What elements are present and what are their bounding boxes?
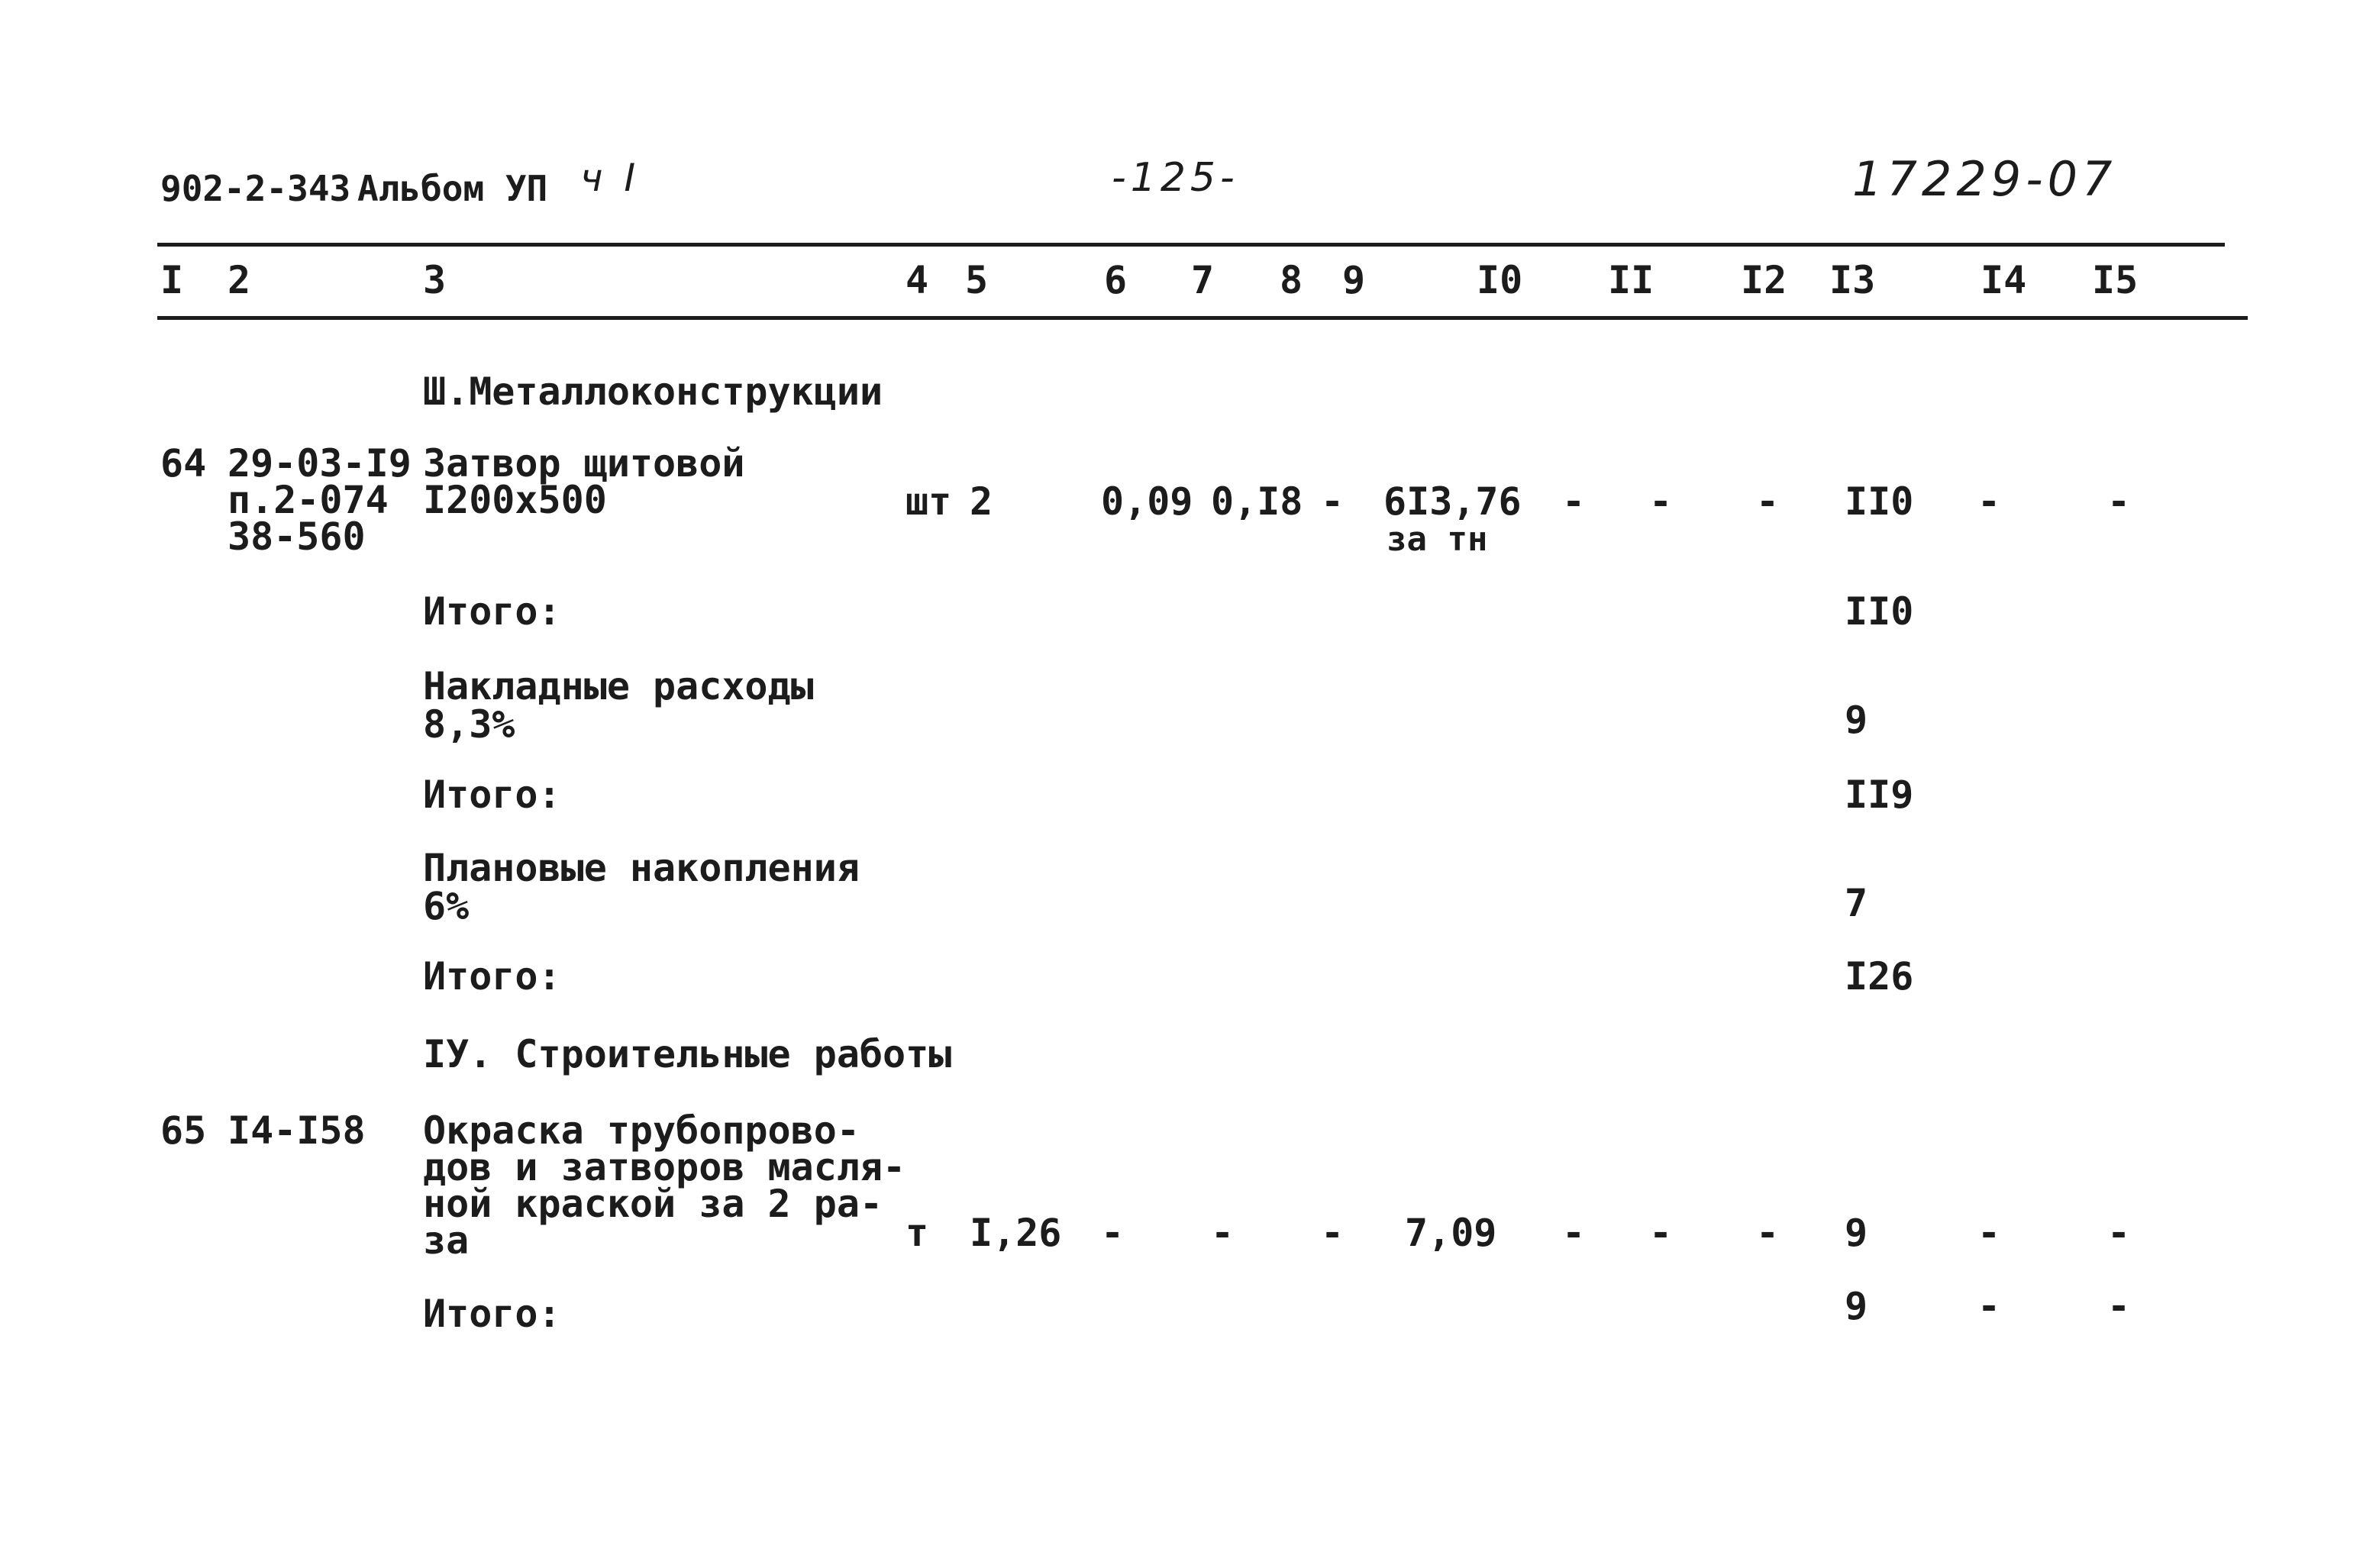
price-unit: за тн xyxy=(1387,520,1488,559)
item-name: Затвор щитовой xyxy=(423,441,745,486)
cost-value: II0 xyxy=(1845,479,1914,524)
col15-value: - xyxy=(2107,1211,2131,1255)
overhead-label: Накладные расходы xyxy=(423,664,814,708)
col15-value: - xyxy=(2107,479,2131,524)
col-header-15: I5 xyxy=(2092,258,2139,302)
row-number: 64 xyxy=(160,441,207,486)
item-name: I200x500 xyxy=(423,478,607,522)
norm-code: I4-I58 xyxy=(228,1108,366,1153)
unit: шт xyxy=(906,479,952,524)
planned-savings-rate: 6% xyxy=(423,884,470,928)
col-header-11: II xyxy=(1608,258,1654,302)
col14-value: - xyxy=(1977,479,2001,524)
norm-code: 38-560 xyxy=(228,515,366,559)
col11-value: - xyxy=(1562,479,1586,524)
col-header-6: 6 xyxy=(1104,258,1128,302)
part-marker: ч I xyxy=(580,156,641,200)
item-name: Окраска трубопрово- xyxy=(423,1108,860,1153)
price-value: 6I3,76 xyxy=(1383,479,1522,524)
total-label: Итого: xyxy=(423,589,561,634)
col-header-1: I xyxy=(160,258,184,302)
col15-value: - xyxy=(2107,1284,2131,1328)
norm-code: 29-03-I9 xyxy=(228,441,412,486)
cost-value: 9 xyxy=(1845,1211,1868,1255)
norm-code: п.2-074 xyxy=(228,478,389,522)
col-header-13: I3 xyxy=(1829,258,1876,302)
col7-value: - xyxy=(1211,1211,1235,1255)
col11b-value: - xyxy=(1649,1211,1673,1255)
col-header-9: 9 xyxy=(1342,258,1366,302)
col-header-5: 5 xyxy=(965,258,989,302)
section-title-metal: Ш.Металлоконструкции xyxy=(423,369,883,414)
item-name: ной краской за 2 ра- xyxy=(423,1182,883,1226)
document-number: 17229-07 xyxy=(1852,151,2117,207)
total-label: Итого: xyxy=(423,1292,561,1336)
album-title: Альбом УП xyxy=(357,168,548,209)
col-header-12: I2 xyxy=(1741,258,1787,302)
col-header-8: 8 xyxy=(1280,258,1303,302)
col9-value: - xyxy=(1321,479,1345,524)
col-header-4: 4 xyxy=(906,258,929,302)
col6-value: 0,09 xyxy=(1101,479,1193,524)
unit: т xyxy=(906,1211,929,1255)
section-title-construction: IУ. Строительные работы xyxy=(423,1032,952,1076)
col7-value: 0,I8 xyxy=(1211,479,1303,524)
total-label: Итого: xyxy=(423,773,561,817)
total-value: II0 xyxy=(1845,589,1914,634)
col-header-3: 3 xyxy=(423,258,447,302)
total-value: I26 xyxy=(1845,954,1914,999)
col-header-7: 7 xyxy=(1191,258,1215,302)
col9-value: - xyxy=(1321,1211,1345,1255)
planned-savings-label: Плановые накопления xyxy=(423,846,860,890)
col14-value: - xyxy=(1977,1211,2001,1255)
page-number: -125- xyxy=(1112,155,1239,201)
overhead-rate: 8,3% xyxy=(423,702,515,747)
total-label: Итого: xyxy=(423,954,561,999)
col11b-value: - xyxy=(1649,479,1673,524)
header-top-rule xyxy=(157,243,2225,247)
price-value: 7,09 xyxy=(1405,1211,1497,1255)
col-header-14: I4 xyxy=(1981,258,2027,302)
col6-value: - xyxy=(1101,1211,1125,1255)
item-name: дов и затворов масля- xyxy=(423,1145,906,1189)
col-header-10: I0 xyxy=(1477,258,1523,302)
total-value: II9 xyxy=(1845,773,1914,817)
col11-value: - xyxy=(1562,1211,1586,1255)
overhead-value: 9 xyxy=(1845,698,1868,742)
planned-savings-value: 7 xyxy=(1845,881,1868,925)
col14-value: - xyxy=(1977,1284,2001,1328)
quantity: I,26 xyxy=(970,1211,1062,1255)
row-number: 65 xyxy=(160,1108,207,1153)
col-header-2: 2 xyxy=(228,258,251,302)
header-bottom-rule xyxy=(157,316,2248,320)
item-name: за xyxy=(423,1218,470,1263)
total-value: 9 xyxy=(1845,1284,1868,1328)
col12-value: - xyxy=(1756,1211,1780,1255)
col12-value: - xyxy=(1756,479,1780,524)
quantity: 2 xyxy=(970,479,993,524)
doc-code: 902-2-343 xyxy=(160,168,351,209)
